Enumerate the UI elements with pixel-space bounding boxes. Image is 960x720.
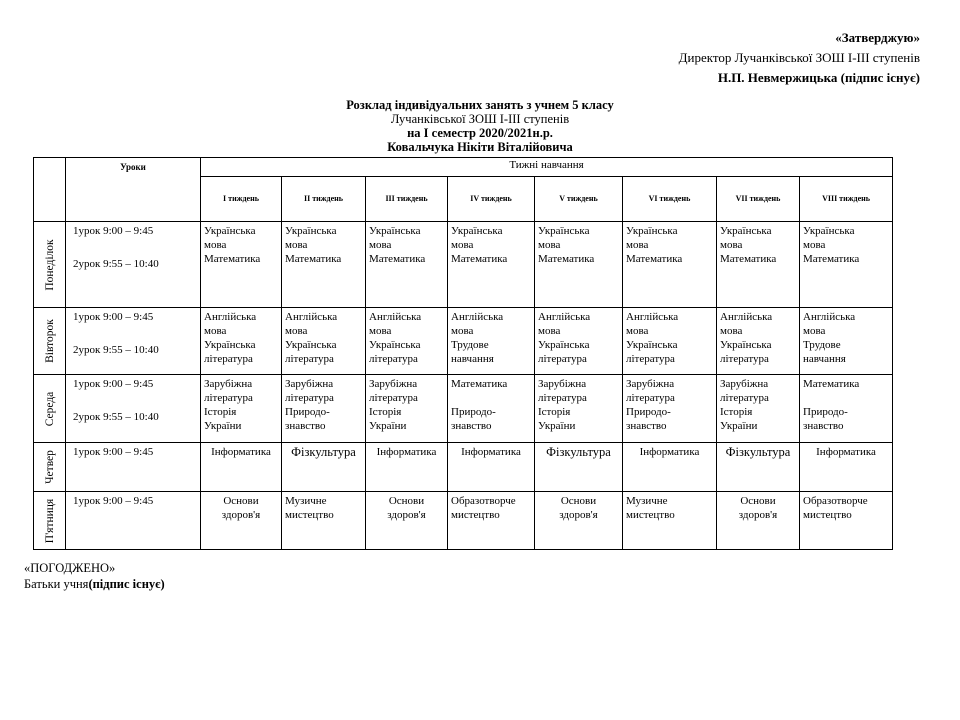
subject-text: Англійська мова Українська література [626,311,679,365]
lesson-1-time: 1урок 9:00 – 9:45 [73,378,154,390]
lesson-1-time: 1урок 9:00 – 9:45 [73,225,154,237]
agreed-heading: «ПОГОДЖЕНО» [24,561,116,575]
subject-text: Музичне мистецтво [285,495,334,521]
subject-cell [201,222,282,308]
subject-text: Зарубіжна література Історія України [538,378,587,432]
document-title [0,98,960,154]
subject-text: Основи здоров'я [221,495,261,521]
subject-text: Основи здоров'я [387,495,426,521]
subject-text: Українська мова Математика [285,225,342,265]
subject-cell [623,375,717,443]
subject-text: Музичне мистецтво [626,495,675,521]
subject-text: Українська мова Математика [803,225,860,265]
day-label: Четвер [43,450,56,484]
subject-text: Українська мова Математика [369,225,426,265]
day-cell [34,308,66,375]
subject-cell [448,443,535,492]
subject-text: Англійська мова Українська література [285,311,338,365]
title-line-2: Лучанківської ЗОШ І-ІІІ ступенів [390,112,570,126]
subject-text: Інформатика [376,446,437,458]
lessons-cell [66,492,201,550]
lesson-1-time: 1урок 9:00 – 9:45 [73,446,154,458]
day-cell [34,375,66,443]
week-header-1: І тиждень [201,177,282,222]
agreed-block [24,560,165,592]
lessons-cell [66,222,201,308]
lesson-2-time: 2урок 9:55 – 10:40 [73,344,159,356]
subject-text: Зарубіжна література Історія України [369,378,418,432]
week-header-7: VІІ тиждень [717,177,800,222]
agreed-parents-label: Батьки учня [24,577,89,591]
day-label: Вівторок [43,319,56,363]
subject-cell [201,492,282,550]
week-header-8: VІІІ тиждень [800,177,893,222]
week-header-3: ІІІ тиждень [366,177,448,222]
lesson-1-time: 1урок 9:00 – 9:45 [73,495,154,507]
agreed-signature [24,576,165,592]
subject-text: Англійська мова Українська література [538,311,591,365]
lesson-1-time: 1урок 9:00 – 9:45 [73,311,154,323]
approval-heading: «Затверджую» [835,30,920,45]
subject-text: Англійська мова Трудове навчання [451,311,504,365]
subject-text: Фізкультура [725,445,791,459]
subject-text: Основи здоров'я [559,495,598,521]
approval-signatory: Н.П. Невмержицька (підпис існує) [717,70,920,85]
subject-text: Зарубіжна література Природо- знавство [626,378,675,432]
subject-cell [448,222,535,308]
lessons-cell [66,375,201,443]
subject-cell [623,492,717,550]
week-header-5: V тиждень [535,177,623,222]
subject-text: Зарубіжна література Природо- знавство [285,378,334,432]
lessons-cell [66,443,201,492]
subject-text: Зарубіжна література Історія України [204,378,253,432]
subject-cell [800,308,893,375]
subject-cell [623,222,717,308]
subject-text: Англійська мова Українська література [720,311,773,365]
title-line-1: Розклад індивідуальних занять з учнем 5 класу [346,98,614,112]
day-cell [34,443,66,492]
subject-cell [717,308,800,375]
subject-cell [448,492,535,550]
subject-cell [800,443,893,492]
subject-cell [717,375,800,443]
subject-cell [282,492,366,550]
subject-text: Інформатика [639,446,700,458]
week-header-6: VІ тиждень [623,177,717,222]
subject-text: Англійська мова Українська література [369,311,422,365]
week-header-2: ІІ тиждень [282,177,366,222]
subject-text: Образотворче мистецтво [803,495,868,521]
approval-position: Директор Лучанківської ЗОШ І-ІІІ ступенів [678,50,920,65]
subject-cell [535,443,623,492]
subject-cell [201,308,282,375]
subject-text: Зарубіжна література Історія України [720,378,769,432]
subject-cell [366,375,448,443]
subject-text: Інформатика [816,446,876,458]
subject-cell [535,222,623,308]
subject-text: Математика Природо- знавство [803,378,860,432]
subject-cell [282,375,366,443]
subject-cell [366,308,448,375]
subject-text: Українська мова Математика [451,225,508,265]
subject-cell [535,492,623,550]
subject-text: Образотворче мистецтво [451,495,516,521]
subject-text: Фізкультура [291,445,356,459]
approval-block [679,28,920,88]
agreed-signature-note: (підпис існує) [88,577,165,591]
subject-cell [282,222,366,308]
subject-text: Інформатика [211,446,271,458]
table-row [34,443,893,492]
subject-cell [717,443,800,492]
lessons-cell [66,308,201,375]
subject-cell [366,443,448,492]
week-header-4: ІV тиждень [448,177,535,222]
table-row [34,492,893,550]
subject-cell [366,222,448,308]
day-label: П'ятниця [43,498,56,543]
subject-cell [366,492,448,550]
subject-cell [717,222,800,308]
subject-text: Українська мова Математика [720,225,777,265]
table-row [34,222,893,308]
subject-text: Основи здоров'я [738,495,778,521]
subject-text: Інформатика [461,446,521,458]
subject-text: Англійська мова Трудове навчання [803,311,856,365]
subject-cell [623,443,717,492]
subject-cell [800,375,893,443]
subject-cell [201,375,282,443]
subject-cell [535,375,623,443]
subject-cell [800,492,893,550]
lessons-header: Уроки [66,158,201,222]
day-label: Середа [43,391,56,426]
subject-cell [448,308,535,375]
subject-text: Українська мова Математика [538,225,595,265]
subject-text: Математика Природо- знавство [451,378,508,432]
lesson-2-time: 2урок 9:55 – 10:40 [73,258,159,270]
table-row [34,308,893,375]
subject-text: Фізкультура [546,445,611,459]
subject-cell [800,222,893,308]
weeks-header: Тижні навчання [201,158,893,177]
day-cell [34,492,66,550]
subject-cell [623,308,717,375]
day-cell [34,222,66,308]
subject-text: Українська мова Математика [626,225,683,265]
subject-cell [282,308,366,375]
title-line-3: на І семестр 2020/2021н.р. [407,126,553,140]
subject-cell [448,375,535,443]
title-line-4: Ковальчука Нікіти Віталійовича [387,140,573,154]
day-label: Понеділок [43,238,56,291]
subject-text: Англійська мова Українська література [204,311,257,365]
lesson-2-time: 2урок 9:55 – 10:40 [73,411,159,423]
subject-cell [717,492,800,550]
subject-cell [201,443,282,492]
subject-text: Українська мова Математика [204,225,261,265]
schedule-table [33,157,893,550]
subject-cell [282,443,366,492]
subject-cell [535,308,623,375]
header-corner-cell [34,158,66,222]
table-row [34,375,893,443]
table-header-row [34,158,893,177]
